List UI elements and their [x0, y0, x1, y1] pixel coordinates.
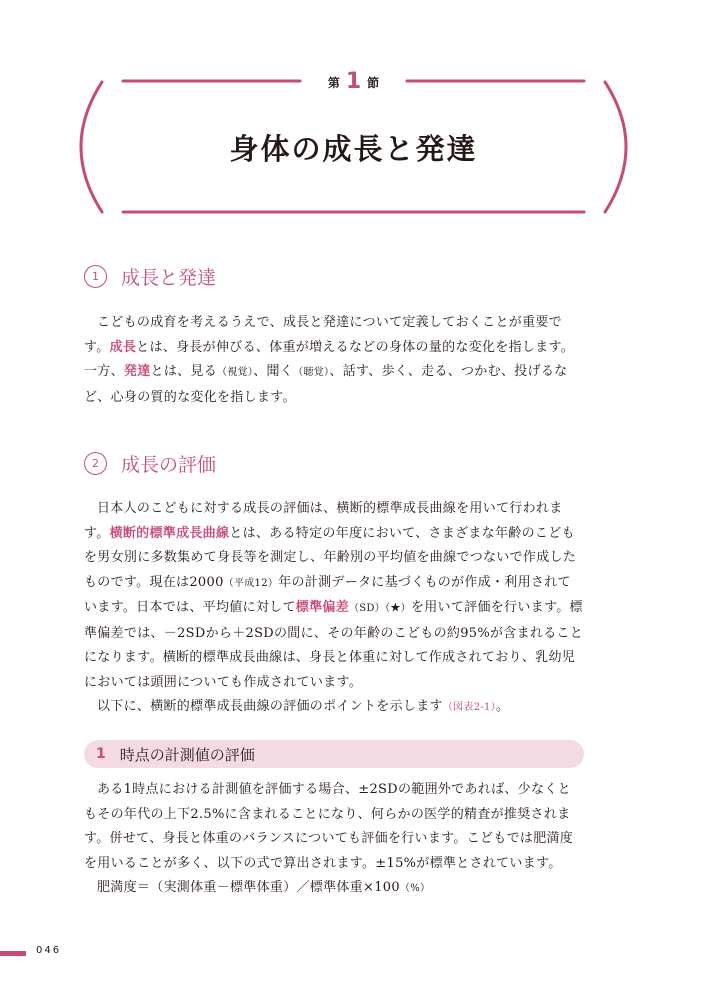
note-visual: （視覚） — [217, 367, 254, 378]
page-title: 身体の成長と発達 — [229, 132, 478, 166]
text-run: 、話す、歩く、走る、つかむ、投げるなど、心身の質的な変化を指します。 — [84, 364, 568, 405]
text-run: 日本人のこどもに対する成長の評価は、横断的標準成長曲線を用いて行われます。 — [84, 501, 563, 541]
subheading-title: 時点の計測値の評価 — [119, 745, 255, 764]
text-run: 。 — [496, 699, 510, 714]
page-number-bar — [0, 951, 26, 956]
text-run: こどもの成育を考えるうえで、成長と発達について定義しておくことが重要です。 — [84, 315, 562, 355]
term-standard-deviation: 標準偏差 — [295, 600, 349, 615]
text-run: 以下に、横断的標準成長曲線の評価のポイントを示します — [97, 699, 443, 714]
note-auditory: （聴覚） — [293, 367, 330, 378]
note-sd: （SD） — [348, 603, 386, 614]
paragraph-definition — [84, 311, 584, 410]
term-development: 発達 — [123, 364, 151, 379]
note-era: （平成12） — [223, 577, 279, 589]
text-run: とは、ある特定の年度において、さまざまな年齢のこどもを男女別に多数集めて身長等を測定し、年齢別の平均値を曲線でつないで作成したものです。現在は2000 — [84, 525, 577, 590]
page-number: 046 — [36, 945, 62, 956]
text-run: とは、身長が伸びる、体重が増えるなどの身体の量的な変化を指します。一方、 — [84, 339, 575, 379]
subheading-band — [84, 740, 584, 768]
paragraph-single-point — [84, 778, 584, 902]
text-run: ある1時点における計測値を評価する場合、±2SDの範囲外であれば、少なくともその年代の上下2.5%に含まれることになり、何らかの医学的精査が推奨されます。併せて、身長と体重のバランスについても評価を行います。こどもでは肥満度を用いることが多く、以下の式で算出されます。±15%が標準とされています。 — [84, 782, 574, 871]
heading-number-circle: 2 — [84, 452, 107, 475]
formula-unit: （%） — [399, 883, 431, 894]
heading-growth-evaluation — [84, 450, 216, 477]
text-run: を用いて評価を行います。標準偏差では、－2SDから＋2SDの間に、その年齢のこどもの約95%が含まれることになります。横断的標準成長曲線は、身長と体重に対して作成されており、乳幼児においては頭囲についても作成されています。 — [84, 600, 584, 690]
heading-title: 成長と発達 — [121, 267, 217, 289]
section-prefix: 第 — [327, 76, 340, 90]
heading-title: 成長の評価 — [121, 454, 217, 476]
text-run: 年の計測データに基づくものが作成・利用されています。日本では、平均値に対して — [84, 574, 571, 615]
heading-number-circle: 1 — [84, 265, 107, 288]
heading-growth-development — [84, 263, 216, 290]
term-growth: 成長 — [109, 339, 137, 355]
paragraph-evaluation — [84, 497, 584, 721]
figure-reference[interactable]: （図表2-1） — [442, 702, 497, 713]
text-run: 、聞く — [253, 364, 294, 379]
text-run: とは、見る — [150, 364, 218, 379]
section-suffix: 節 — [367, 76, 380, 90]
formula-obesity: 肥満度＝（実測体重－標準体重）／標準体重×100 — [97, 880, 400, 895]
section-title-frame — [0, 0, 707, 240]
term-growth-curve: 横断的標準成長曲線 — [109, 525, 230, 541]
section-number-value: 1 — [345, 69, 362, 94]
subheading-number: 1 — [96, 746, 106, 762]
star-mark: （★） — [385, 603, 411, 614]
section-number — [0, 68, 707, 93]
